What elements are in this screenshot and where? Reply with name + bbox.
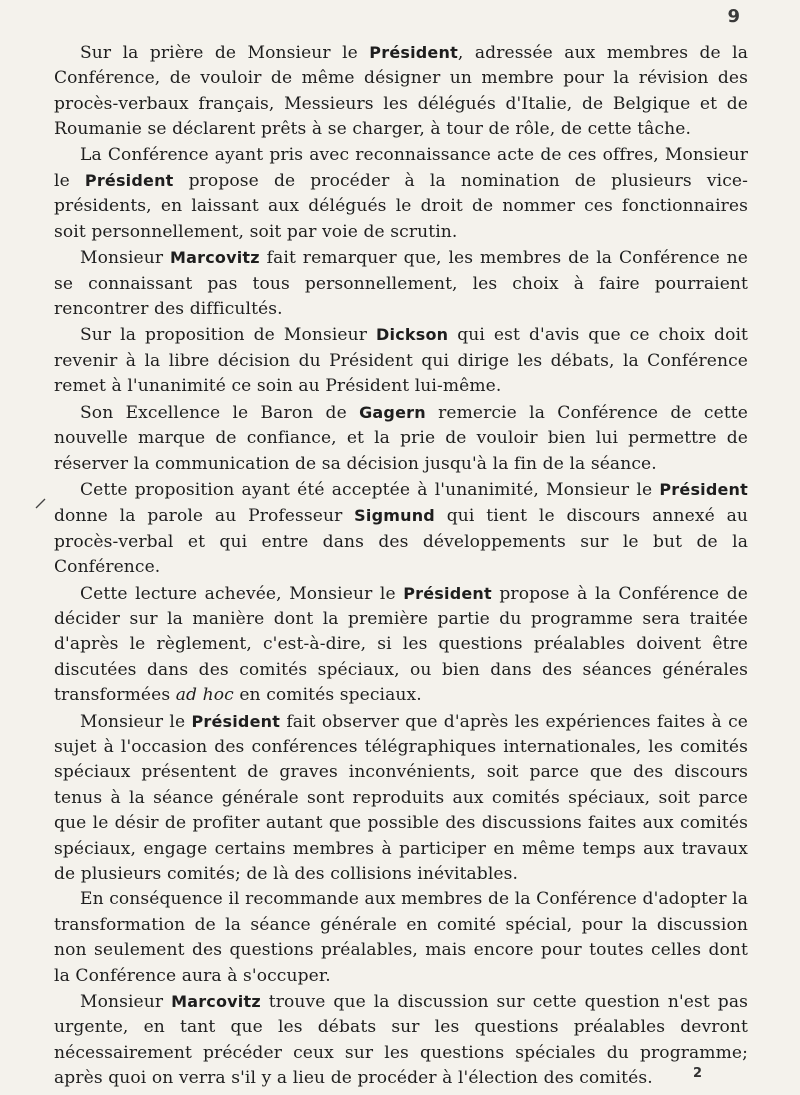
speaker-name: Marcovitz: [170, 248, 260, 268]
margin-tick-mark: [34, 496, 48, 510]
speaker-name: Dickson: [376, 325, 449, 345]
text-run: qui tient le discours annexé au procès-verbal et qui entre dans des développements sur le but de la Conférence.: [54, 506, 748, 578]
speaker-name: Sigmund: [354, 506, 435, 526]
paragraph: [54, 989, 748, 1092]
text-run: , adressée aux membres de la Conférence, de vouloir de même désigner un membre pour la révision des procès-verbaux français, Messieurs les délégués d'Italie, de Belgique et de Roumanie se déclarent prêts à se charger, à tour de rôle, de cette tâche.: [54, 43, 749, 140]
paragraph: [54, 40, 748, 143]
paragraph: [54, 477, 748, 581]
text-run: Cette lecture achevée, Monsieur le: [80, 583, 404, 604]
speaker-name: Marcovitz: [171, 992, 261, 1012]
paragraph: [54, 887, 748, 989]
page-number: 9: [727, 6, 740, 27]
paragraph: [54, 400, 748, 477]
document-body: [54, 40, 748, 1092]
text-run: trouve que la discussion sur cette question n'est pas urgente, en tant que les débats sur les questions préalables devront nécessairement précéder ceux sur les questions spéciales du programme; après quoi on verra s'il y a lieu de procéder à l'élection des comités.: [54, 992, 748, 1089]
text-run: fait remarquer que, les membres de la Conférence ne se connaissant pas tous personnellement, les choix à faire pourraient rencontrer des difficultés.: [54, 248, 748, 320]
paragraph: [54, 245, 748, 322]
text-run: propose de procéder à la nomination de plusieurs vice-présidents, en laissant aux délégués le droit de nommer ces fonctionnaires soit personnellement, soit par voie de scrutin.: [54, 171, 748, 242]
speaker-name: Président: [403, 583, 492, 603]
text-run: Son Excellence le Baron de: [80, 402, 360, 423]
speaker-name: Gagern: [359, 402, 426, 422]
text-run: Monsieur: [80, 992, 172, 1013]
text-run: propose à la Conférence de décider sur la manière dont la première partie du programme sera traitée d'après le règlement, c'est-à-dire, si les questions préalables doivent être discutées dans des comités spéciaux, ou bien dans des séances générales transformées: [54, 583, 748, 706]
paragraph: [54, 709, 748, 888]
text-run: La Conférence ayant pris avec reconnaissance acte de ces offres, Monsieur le: [54, 144, 748, 192]
text-run: Cette proposition ayant été acceptée à l'unanimité, Monsieur le: [80, 479, 660, 500]
text-run: Sur la prière de Monsieur le: [80, 43, 370, 63]
speaker-name: Président: [191, 711, 281, 731]
text-run: Monsieur le: [80, 711, 192, 732]
text-run: qui est d'avis que ce choix doit revenir à la libre décision du Président qui dirige les débats, la Conférence remet à l'unanimité ce soin au Président lui-même.: [54, 325, 748, 397]
text-run: Sur la proposition de Monsieur: [80, 325, 377, 346]
text-run: Monsieur: [80, 248, 171, 269]
signature-mark: 2: [693, 1066, 703, 1081]
italic-text: ad hoc: [175, 685, 234, 706]
text-run: remercie la Conférence de cette nouvelle marque de confiance, et la prie de vouloir bien lui permettre de réserver la communication de sa décision jusqu'à la fin de la séance.: [54, 402, 748, 474]
paragraph: [54, 581, 748, 709]
text-run: fait observer que d'après les expériences faites à ce sujet à l'occasion des conférences télégraphiques internationales, les comités spéciaux présentent de graves inconvénients, soit parce que des discours tenus à la séance générale sont reproduits aux comités spéciaux, soit parce que le désir de profiter autant que possible des discussions faites aux comités spéciaux, engage certains membres à participer en même temps aux travaux de plusieurs comités; de là des collisions inévitables.: [54, 711, 748, 884]
text-run: donne la parole au Professeur: [54, 506, 355, 527]
text-run: En conséquence il recommande aux membres de la Conférence d'adopter la transformation de la séance générale en comité spécial, pour la discussion non seulement des questions préalables, mais encore pour toutes celles dont la Conférence aura à s'occuper.: [54, 889, 748, 986]
paragraph: [54, 143, 748, 246]
speaker-name: Président: [84, 171, 174, 191]
speaker-name: Président: [659, 479, 748, 499]
paragraph: [54, 322, 748, 399]
text-run: en comités speciaux.: [233, 685, 422, 706]
speaker-name: Président: [369, 43, 458, 62]
